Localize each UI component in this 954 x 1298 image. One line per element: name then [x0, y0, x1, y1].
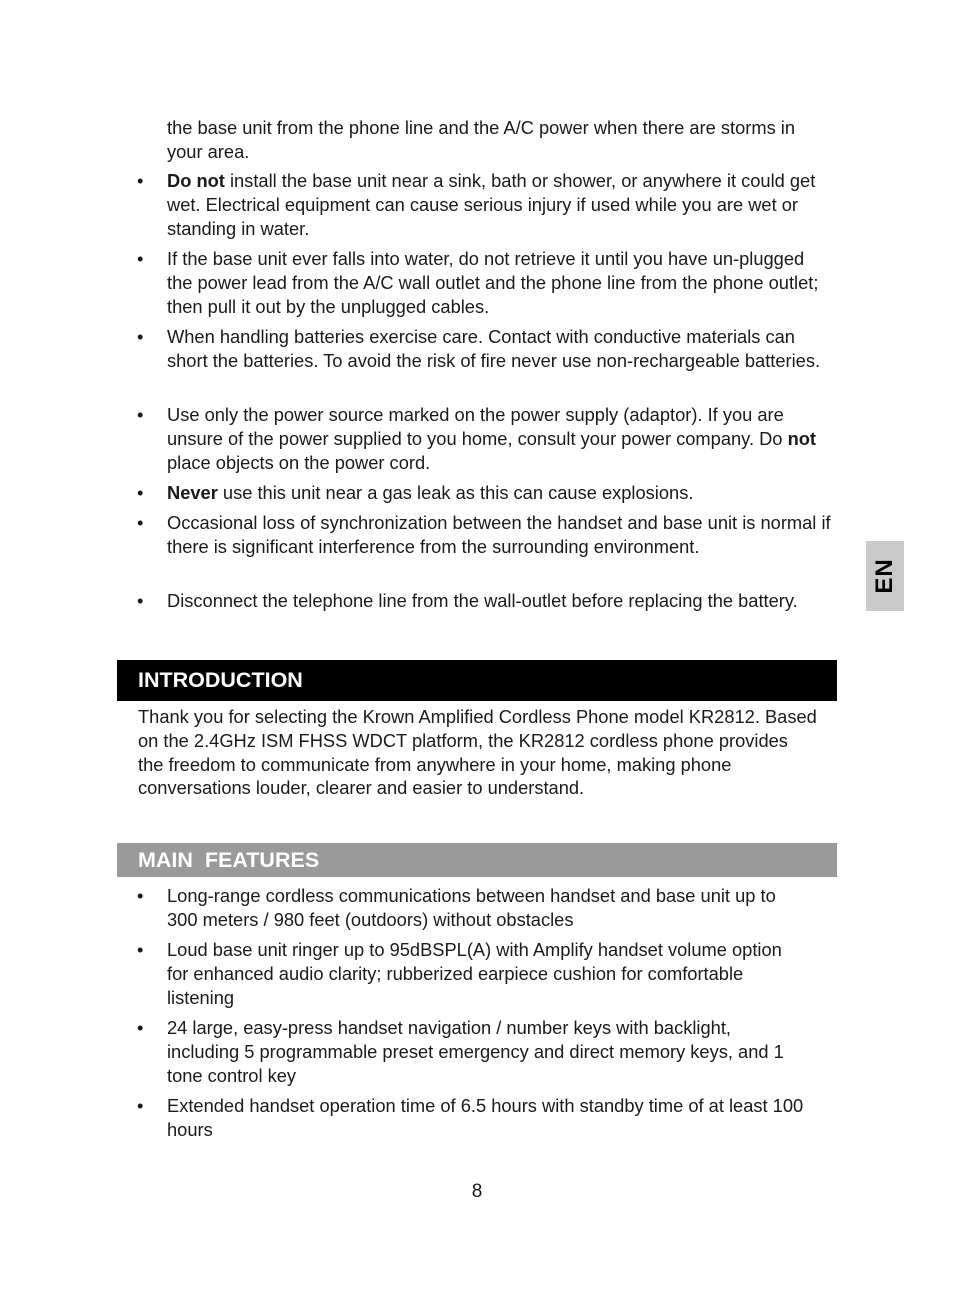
bullet-emphasis: Do not: [167, 170, 225, 191]
continuation-paragraph: [167, 116, 807, 164]
bullet-text: If the base unit ever falls into water, do not retrieve it until you have un-plugged the power lead from the A/C wall outlet and the phone line from the phone outlet; then pull it out by the unplugged cables.: [167, 248, 819, 317]
section-heading: MAIN FEATURES: [138, 848, 320, 872]
introduction-heading-bar: [117, 660, 837, 701]
bullet-glyph: •: [137, 1017, 144, 1038]
bullet-glyph: •: [137, 939, 144, 960]
bullet-text: Do not install the base unit near a sink, bath or shower, or anywhere it could get wet. Electrical equipment can cause serious injury if used while you are wet or standing in water.: [167, 170, 816, 239]
bullet-glyph: •: [137, 885, 144, 906]
bullet-text: Occasional loss of synchronization between the handset and base unit is normal if there is significant interference from the surrounding environment.: [167, 512, 831, 557]
bullet-text: Disconnect the telephone line from the wall-outlet before replacing the battery.: [167, 590, 798, 611]
bullet-glyph: •: [137, 326, 144, 347]
language-tab: [866, 541, 904, 611]
bullet-text: When handling batteries exercise care. Contact with conductive materials can short the batteries. To avoid the risk of fire never use non-rechargeable batteries.: [167, 326, 821, 371]
main-features-heading-bar: [117, 843, 837, 877]
bullet-glyph: •: [137, 248, 144, 269]
bullet-emphasis: Never: [167, 482, 218, 503]
section-heading: INTRODUCTION: [138, 668, 303, 692]
introduction-paragraph: [138, 705, 818, 800]
bullet-text: Loud base unit ringer up to 95dBSPL(A) with Amplify handset volume option for enhanced audio clarity; rubberized earpiece cushion for comfortable listening: [167, 939, 782, 1008]
page-number: 8: [471, 1181, 483, 1202]
bullet-glyph: •: [137, 482, 144, 503]
bullet-glyph: •: [137, 590, 144, 611]
bullet-text: Use only the power source marked on the power supply (adaptor). If you are unsure of the power supplied to you home, consult your power company. Do not place objects on the power cord.: [167, 404, 816, 473]
language-tab-label: EN: [871, 558, 898, 594]
bullet-glyph: •: [137, 512, 144, 533]
bullet-glyph: •: [137, 170, 144, 191]
bullet-text: 24 large, easy-press handset navigation / number keys with backlight, including 5 programmable preset emergency and direct memory keys, and 1 tone control key: [167, 1017, 784, 1086]
bullet-glyph: •: [137, 1095, 144, 1116]
bullet-text: Long-range cordless communications between handset and base unit up to 300 meters / 980 feet (outdoors) without obstacles: [167, 885, 776, 930]
introduction-body: Thank you for selecting the Krown Amplified Cordless Phone model KR2812. Based on the 2.4GHz ISM FHSS WDCT platform, the KR2812 cordless phone provides the freedom to communicate from anywhere in your home, making phone conversations louder, clearer and easier to understand.: [138, 706, 817, 799]
continuation-text: the base unit from the phone line and the A/C power when there are storms in your area.: [167, 117, 796, 162]
bullet-emphasis: not: [787, 427, 816, 449]
bullet-text: Never use this unit near a gas leak as this can cause explosions.: [167, 482, 694, 503]
bullet-glyph: •: [137, 404, 144, 425]
bullet-text: Extended handset operation time of 6.5 hours with standby time of at least 100 hours: [167, 1095, 804, 1140]
